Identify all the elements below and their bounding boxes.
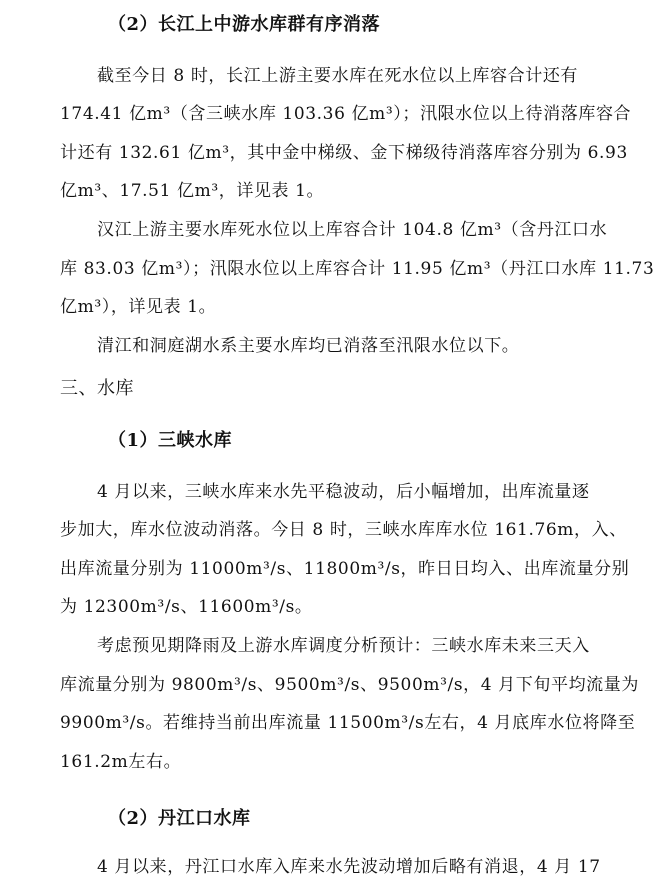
paragraph-line: 库 83.03 亿m³）；汛限水位以上库容合计 11.95 亿m³（丹江口水库 11.73 [60,259,655,279]
section-title-reservoirs: 三、水库 [60,378,134,399]
paragraph-line: 亿m³），详见表 1。 [60,297,217,317]
paragraph-line: 4 月以来，丹江口水库入库来水先波动增加后略有消退，4 月 17 [97,857,601,877]
paragraph-line: 出库流量分别为 11000m³/s、11800m³/s，昨日日均入、出库流量分别 [60,559,630,579]
paragraph-line: 174.41 亿m³（含三峡水库 103.36 亿m³）；汛限水位以上待消落库容合 [60,104,632,124]
paragraph-line: 汉江上游主要水库死水位以上库容合计 104.8 亿m³（含丹江口水 [97,220,608,240]
heading-danjiangkou: （2）丹江口水库 [108,808,251,829]
paragraph-line: 9900m³/s。若维持当前出库流量 11500m³/s左右，4 月底库水位将降至 [60,713,636,733]
paragraph-line: 步加大，库水位波动消落。今日 8 时，三峡水库库水位 161.76m，入、 [60,520,627,540]
paragraph-line: 4 月以来，三峡水库来水先平稳波动，后小幅增加，出库流量逐 [97,482,590,502]
heading-changjiang-reservoirs: （2）长江上中游水库群有序消落 [108,14,381,35]
paragraph-line: 清江和洞庭湖水系主要水库均已消落至汛限水位以下。 [97,336,520,356]
paragraph-line: 计还有 132.61 亿m³，其中金中梯级、金下梯级待消落库容分别为 6.93 [60,143,628,163]
paragraph-line: 截至今日 8 时，长江上游主要水库在死水位以上库容合计还有 [97,66,579,86]
paragraph-line: 为 12300m³/s、11600m³/s。 [60,597,313,617]
paragraph-line: 考虑预见期降雨及上游水库调度分析预计：三峡水库未来三天入 [97,636,590,656]
paragraph-line: 亿m³、17.51 亿m³，详见表 1。 [60,181,325,201]
paragraph-line: 161.2m左右。 [60,752,182,772]
heading-sanxia: （1）三峡水库 [108,430,233,451]
paragraph-line: 库流量分别为 9800m³/s、9500m³/s、9500m³/s，4 月下旬平均流量为 [60,675,639,695]
